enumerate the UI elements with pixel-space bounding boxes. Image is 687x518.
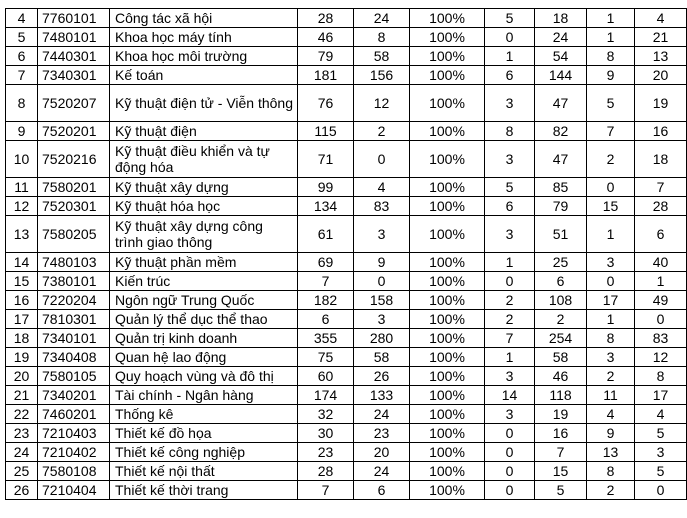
major-name-cell: Quản trị kinh doanh <box>110 329 298 348</box>
value-col-6-cell: 3 <box>635 443 687 462</box>
value-col-2-cell: 20 <box>354 443 410 462</box>
major-code-cell: 7340301 <box>38 66 110 85</box>
row-index-cell: 8 <box>6 85 38 122</box>
value-col-1-cell: 181 <box>298 66 354 85</box>
value-col-3-cell: 3 <box>485 405 535 424</box>
value-col-1-cell: 7 <box>298 272 354 291</box>
value-col-6-cell: 28 <box>635 197 687 216</box>
major-name-cell: Thiết kế công nghiệp <box>110 443 298 462</box>
value-col-1-cell: 60 <box>298 367 354 386</box>
value-col-1-cell: 30 <box>298 424 354 443</box>
major-code-cell: 7580201 <box>38 178 110 197</box>
major-name-cell: Công tác xã hội <box>110 9 298 28</box>
major-name-cell: Kỹ thuật điện <box>110 122 298 141</box>
value-col-4-cell: 51 <box>535 216 587 253</box>
value-col-1-cell: 355 <box>298 329 354 348</box>
value-col-1-cell: 23 <box>298 443 354 462</box>
value-col-5-cell: 1 <box>587 216 635 253</box>
table-row <box>6 9 687 28</box>
major-code-cell: 7520201 <box>38 122 110 141</box>
table-row <box>6 310 687 329</box>
row-index-cell: 11 <box>6 178 38 197</box>
value-col-2-cell: 24 <box>354 462 410 481</box>
value-col-3-cell: 3 <box>485 367 535 386</box>
value-col-1-cell: 76 <box>298 85 354 122</box>
value-col-6-cell: 0 <box>635 310 687 329</box>
value-col-3-cell: 2 <box>485 291 535 310</box>
row-index-cell: 6 <box>6 47 38 66</box>
major-name-cell: Kỹ thuật hóa học <box>110 197 298 216</box>
table-row <box>6 197 687 216</box>
value-col-3-cell: 6 <box>485 197 535 216</box>
row-index-cell: 16 <box>6 291 38 310</box>
value-col-5-cell: 5 <box>587 85 635 122</box>
value-col-1-cell: 134 <box>298 197 354 216</box>
percent-cell: 100% <box>410 405 485 424</box>
value-col-2-cell: 280 <box>354 329 410 348</box>
value-col-5-cell: 1 <box>587 28 635 47</box>
major-name-cell: Khoa học máy tính <box>110 28 298 47</box>
value-col-3-cell: 1 <box>485 348 535 367</box>
table-row <box>6 424 687 443</box>
value-col-4-cell: 46 <box>535 367 587 386</box>
value-col-3-cell: 5 <box>485 9 535 28</box>
percent-cell: 100% <box>410 348 485 367</box>
row-index-cell: 4 <box>6 9 38 28</box>
value-col-1-cell: 28 <box>298 462 354 481</box>
value-col-4-cell: 2 <box>535 310 587 329</box>
value-col-4-cell: 118 <box>535 386 587 405</box>
value-col-1-cell: 115 <box>298 122 354 141</box>
value-col-3-cell: 0 <box>485 462 535 481</box>
table-body <box>6 9 687 500</box>
value-col-4-cell: 54 <box>535 47 587 66</box>
value-col-6-cell: 40 <box>635 253 687 272</box>
value-col-4-cell: 18 <box>535 9 587 28</box>
value-col-6-cell: 5 <box>635 462 687 481</box>
value-col-3-cell: 5 <box>485 178 535 197</box>
major-name-cell: Ngôn ngữ Trung Quốc <box>110 291 298 310</box>
row-index-cell: 26 <box>6 481 38 500</box>
value-col-1-cell: 75 <box>298 348 354 367</box>
row-index-cell: 10 <box>6 141 38 178</box>
value-col-4-cell: 5 <box>535 481 587 500</box>
major-code-cell: 7520301 <box>38 197 110 216</box>
value-col-6-cell: 12 <box>635 348 687 367</box>
major-code-cell: 7520216 <box>38 141 110 178</box>
value-col-2-cell: 24 <box>354 9 410 28</box>
percent-cell: 100% <box>410 122 485 141</box>
value-col-1-cell: 6 <box>298 310 354 329</box>
value-col-2-cell: 26 <box>354 367 410 386</box>
value-col-1-cell: 79 <box>298 47 354 66</box>
row-index-cell: 13 <box>6 216 38 253</box>
major-name-cell: Kỹ thuật điều khiển và tự động hóa <box>110 141 298 178</box>
value-col-3-cell: 0 <box>485 272 535 291</box>
value-col-4-cell: 79 <box>535 197 587 216</box>
value-col-3-cell: 8 <box>485 122 535 141</box>
major-code-cell: 7220204 <box>38 291 110 310</box>
value-col-2-cell: 23 <box>354 424 410 443</box>
percent-cell: 100% <box>410 9 485 28</box>
value-col-1-cell: 61 <box>298 216 354 253</box>
table-row <box>6 329 687 348</box>
value-col-6-cell: 18 <box>635 141 687 178</box>
value-col-6-cell: 16 <box>635 122 687 141</box>
value-col-4-cell: 25 <box>535 253 587 272</box>
table-row <box>6 28 687 47</box>
major-code-cell: 7340101 <box>38 329 110 348</box>
row-index-cell: 12 <box>6 197 38 216</box>
value-col-2-cell: 9 <box>354 253 410 272</box>
percent-cell: 100% <box>410 178 485 197</box>
table-row <box>6 47 687 66</box>
value-col-5-cell: 3 <box>587 253 635 272</box>
table-row <box>6 462 687 481</box>
percent-cell: 100% <box>410 329 485 348</box>
major-name-cell: Quan hệ lao động <box>110 348 298 367</box>
value-col-5-cell: 8 <box>587 47 635 66</box>
percent-cell: 100% <box>410 47 485 66</box>
row-index-cell: 7 <box>6 66 38 85</box>
major-name-cell: Kỹ thuật xây dựng <box>110 178 298 197</box>
value-col-1-cell: 28 <box>298 9 354 28</box>
value-col-2-cell: 83 <box>354 197 410 216</box>
value-col-5-cell: 2 <box>587 367 635 386</box>
percent-cell: 100% <box>410 197 485 216</box>
major-code-cell: 7440301 <box>38 47 110 66</box>
percent-cell: 100% <box>410 462 485 481</box>
value-col-6-cell: 20 <box>635 66 687 85</box>
value-col-2-cell: 12 <box>354 85 410 122</box>
value-col-1-cell: 182 <box>298 291 354 310</box>
row-index-cell: 14 <box>6 253 38 272</box>
row-index-cell: 17 <box>6 310 38 329</box>
major-code-cell: 7340408 <box>38 348 110 367</box>
percent-cell: 100% <box>410 253 485 272</box>
table-row <box>6 141 687 178</box>
value-col-4-cell: 24 <box>535 28 587 47</box>
major-name-cell: Quản lý thể dục thể thao <box>110 310 298 329</box>
table-row <box>6 216 687 253</box>
value-col-5-cell: 4 <box>587 405 635 424</box>
value-col-2-cell: 158 <box>354 291 410 310</box>
table-row <box>6 481 687 500</box>
row-index-cell: 22 <box>6 405 38 424</box>
row-index-cell: 15 <box>6 272 38 291</box>
value-col-6-cell: 4 <box>635 9 687 28</box>
major-code-cell: 7480103 <box>38 253 110 272</box>
row-index-cell: 9 <box>6 122 38 141</box>
value-col-4-cell: 58 <box>535 348 587 367</box>
table-row <box>6 66 687 85</box>
value-col-3-cell: 0 <box>485 443 535 462</box>
value-col-6-cell: 83 <box>635 329 687 348</box>
value-col-3-cell: 14 <box>485 386 535 405</box>
value-col-5-cell: 0 <box>587 178 635 197</box>
value-col-2-cell: 24 <box>354 405 410 424</box>
value-col-4-cell: 6 <box>535 272 587 291</box>
value-col-1-cell: 99 <box>298 178 354 197</box>
value-col-3-cell: 0 <box>485 28 535 47</box>
value-col-1-cell: 32 <box>298 405 354 424</box>
major-code-cell: 7520207 <box>38 85 110 122</box>
percent-cell: 100% <box>410 141 485 178</box>
value-col-6-cell: 1 <box>635 272 687 291</box>
value-col-1-cell: 71 <box>298 141 354 178</box>
value-col-6-cell: 0 <box>635 481 687 500</box>
major-name-cell: Kỹ thuật xây dựng công trình giao thông <box>110 216 298 253</box>
major-name-cell: Thiết kế nội thất <box>110 462 298 481</box>
table-row <box>6 367 687 386</box>
value-col-5-cell: 11 <box>587 386 635 405</box>
row-index-cell: 24 <box>6 443 38 462</box>
value-col-6-cell: 17 <box>635 386 687 405</box>
row-index-cell: 5 <box>6 28 38 47</box>
table-row <box>6 405 687 424</box>
table-row <box>6 253 687 272</box>
percent-cell: 100% <box>410 443 485 462</box>
major-name-cell: Kỹ thuật phần mềm <box>110 253 298 272</box>
major-name-cell: Kế toán <box>110 66 298 85</box>
value-col-6-cell: 7 <box>635 178 687 197</box>
table-row <box>6 85 687 122</box>
major-name-cell: Kỹ thuật điện tử - Viễn thông <box>110 85 298 122</box>
major-name-cell: Kiến trúc <box>110 272 298 291</box>
value-col-3-cell: 0 <box>485 481 535 500</box>
percent-cell: 100% <box>410 272 485 291</box>
value-col-4-cell: 144 <box>535 66 587 85</box>
row-index-cell: 21 <box>6 386 38 405</box>
value-col-4-cell: 19 <box>535 405 587 424</box>
table-row <box>6 272 687 291</box>
value-col-4-cell: 108 <box>535 291 587 310</box>
major-name-cell: Thiết kế thời trang <box>110 481 298 500</box>
value-col-2-cell: 3 <box>354 310 410 329</box>
percent-cell: 100% <box>410 424 485 443</box>
value-col-4-cell: 85 <box>535 178 587 197</box>
value-col-6-cell: 21 <box>635 28 687 47</box>
enrollment-table <box>5 8 687 500</box>
table-row <box>6 443 687 462</box>
value-col-5-cell: 2 <box>587 481 635 500</box>
value-col-4-cell: 47 <box>535 141 587 178</box>
major-code-cell: 7340201 <box>38 386 110 405</box>
row-index-cell: 18 <box>6 329 38 348</box>
major-name-cell: Thiết kế đồ họa <box>110 424 298 443</box>
major-code-cell: 7580105 <box>38 367 110 386</box>
value-col-1-cell: 46 <box>298 28 354 47</box>
major-code-cell: 7480101 <box>38 28 110 47</box>
value-col-3-cell: 2 <box>485 310 535 329</box>
table-row <box>6 178 687 197</box>
value-col-2-cell: 8 <box>354 28 410 47</box>
value-col-2-cell: 133 <box>354 386 410 405</box>
value-col-6-cell: 19 <box>635 85 687 122</box>
value-col-6-cell: 49 <box>635 291 687 310</box>
value-col-2-cell: 4 <box>354 178 410 197</box>
value-col-3-cell: 3 <box>485 216 535 253</box>
major-name-cell: Quy hoạch vùng và đô thị <box>110 367 298 386</box>
percent-cell: 100% <box>410 28 485 47</box>
major-code-cell: 7810301 <box>38 310 110 329</box>
row-index-cell: 25 <box>6 462 38 481</box>
table-row <box>6 291 687 310</box>
major-code-cell: 7580205 <box>38 216 110 253</box>
value-col-5-cell: 1 <box>587 9 635 28</box>
value-col-4-cell: 15 <box>535 462 587 481</box>
percent-cell: 100% <box>410 310 485 329</box>
value-col-2-cell: 0 <box>354 141 410 178</box>
value-col-2-cell: 156 <box>354 66 410 85</box>
value-col-3-cell: 0 <box>485 424 535 443</box>
major-code-cell: 7210403 <box>38 424 110 443</box>
major-name-cell: Tài chính - Ngân hàng <box>110 386 298 405</box>
value-col-5-cell: 17 <box>587 291 635 310</box>
row-index-cell: 23 <box>6 424 38 443</box>
percent-cell: 100% <box>410 386 485 405</box>
value-col-5-cell: 7 <box>587 122 635 141</box>
value-col-5-cell: 15 <box>587 197 635 216</box>
major-code-cell: 7380101 <box>38 272 110 291</box>
value-col-2-cell: 3 <box>354 216 410 253</box>
value-col-5-cell: 9 <box>587 66 635 85</box>
value-col-6-cell: 6 <box>635 216 687 253</box>
value-col-3-cell: 6 <box>485 66 535 85</box>
percent-cell: 100% <box>410 216 485 253</box>
percent-cell: 100% <box>410 367 485 386</box>
value-col-5-cell: 2 <box>587 141 635 178</box>
value-col-4-cell: 254 <box>535 329 587 348</box>
major-name-cell: Thống kê <box>110 405 298 424</box>
percent-cell: 100% <box>410 85 485 122</box>
value-col-4-cell: 16 <box>535 424 587 443</box>
value-col-2-cell: 2 <box>354 122 410 141</box>
major-code-cell: 7760101 <box>38 9 110 28</box>
value-col-5-cell: 9 <box>587 424 635 443</box>
percent-cell: 100% <box>410 66 485 85</box>
value-col-1-cell: 174 <box>298 386 354 405</box>
value-col-1-cell: 69 <box>298 253 354 272</box>
value-col-1-cell: 7 <box>298 481 354 500</box>
value-col-3-cell: 1 <box>485 253 535 272</box>
value-col-6-cell: 5 <box>635 424 687 443</box>
value-col-6-cell: 4 <box>635 405 687 424</box>
value-col-6-cell: 13 <box>635 47 687 66</box>
row-index-cell: 20 <box>6 367 38 386</box>
value-col-3-cell: 3 <box>485 141 535 178</box>
value-col-5-cell: 0 <box>587 272 635 291</box>
value-col-5-cell: 8 <box>587 462 635 481</box>
value-col-4-cell: 47 <box>535 85 587 122</box>
major-code-cell: 7210402 <box>38 443 110 462</box>
value-col-2-cell: 0 <box>354 272 410 291</box>
value-col-5-cell: 8 <box>587 329 635 348</box>
major-name-cell: Khoa học môi trường <box>110 47 298 66</box>
value-col-6-cell: 8 <box>635 367 687 386</box>
value-col-3-cell: 7 <box>485 329 535 348</box>
value-col-5-cell: 13 <box>587 443 635 462</box>
value-col-5-cell: 1 <box>587 310 635 329</box>
table-row <box>6 386 687 405</box>
value-col-2-cell: 58 <box>354 348 410 367</box>
value-col-4-cell: 82 <box>535 122 587 141</box>
row-index-cell: 19 <box>6 348 38 367</box>
value-col-5-cell: 3 <box>587 348 635 367</box>
major-code-cell: 7210404 <box>38 481 110 500</box>
value-col-4-cell: 7 <box>535 443 587 462</box>
major-code-cell: 7460201 <box>38 405 110 424</box>
value-col-3-cell: 1 <box>485 47 535 66</box>
percent-cell: 100% <box>410 291 485 310</box>
value-col-2-cell: 6 <box>354 481 410 500</box>
value-col-2-cell: 58 <box>354 47 410 66</box>
value-col-3-cell: 3 <box>485 85 535 122</box>
major-code-cell: 7580108 <box>38 462 110 481</box>
table-row <box>6 122 687 141</box>
table-row <box>6 348 687 367</box>
percent-cell: 100% <box>410 481 485 500</box>
